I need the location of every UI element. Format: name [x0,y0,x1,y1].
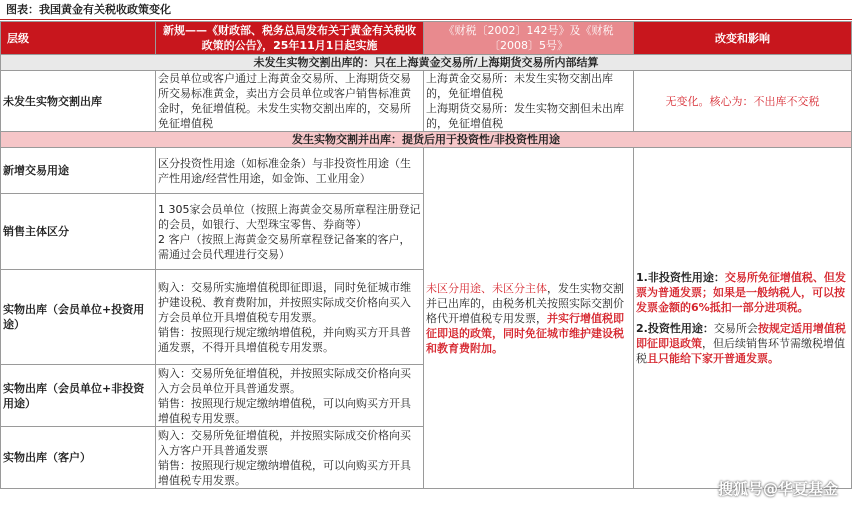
policy-table [0,21,852,489]
header-new-policy: 新规——《财政部、税务总局发布关于黄金有关税收政策的公告》，25年11月1日起实施 [156,22,424,55]
row-level: 实物出库（客户） [1,427,156,489]
row-level: 新增交易用途 [1,148,156,194]
table-row [1,71,852,132]
row-level: 实物出库（会员单位+投资用途） [1,270,156,365]
row-new-policy: 会员单位或客户通过上海黄金交易所、上海期货交易所交易标准黄金，卖出方会员单位或客户销售标准黄金时，免征增值税。未发生实物交割出库的，交易所免征增值税 [156,71,424,132]
row-new-policy: 购入：交易所免征增值税，并按照实际成交价格向买入方会员单位开具普通发票。 销售：按照现行规定缴纳增值税，可以向购买方开具增值税专用发票。 [156,365,424,427]
impact-delivery-cell [634,148,852,489]
title-divider [0,19,852,20]
row-level: 销售主体区分 [1,194,156,270]
table-row [1,148,852,194]
old-policy-highlight: 未区分用途、未区分主体 [426,281,547,295]
impact-non-investment [636,270,849,315]
impact-investment-text-2: ，但后续销售环节需缴税增值税 [636,337,845,365]
row-impact: 无变化。核心为：不出库不交税 [634,71,852,132]
impact-investment-title: 2.投资性用途： [636,322,714,335]
section-delivery [1,132,852,148]
watermark: 搜狐号@华夏基金 [717,480,838,498]
header-level: 层级 [1,22,156,55]
row-new-policy: 1 305家会员单位（按照上海黄金交易所章程注册登记的会员，如银行、大型珠宝零售、券商等） 2 客户（按照上海黄金交易所章程登记备案的客户，需通过会员代理进行交易） [156,194,424,270]
old-policy-emphasis: 并实行增值税即征即退的政策，同时免征城市维护建设税和教育费附加。 [426,311,624,355]
impact-investment-emphasis: 且只能给下家开普通发票。 [647,352,779,365]
section-delivery-label: 发生实物交割并出库：提货后用于投资性/非投资性用途 [1,132,852,148]
row-new-policy: 购入：交易所实施增值税即征即退，同时免征城市维护建设税、教育费附加，并按照实际成交价格向买入方会员单位开具增值税专用发票。 销售：按照现行规定缴纳增值税，并向购买方开具普通发票，不得开具增值税专用发票。 [156,270,424,365]
header-impact: 改变和影响 [634,22,852,55]
row-old-policy: 上海黄金交易所：未发生实物交割出库的，免征增值税 上海期货交易所：发生实物交割但未出库的，免征增值税 [424,71,634,132]
header-row [1,22,852,55]
section-no-delivery-label: 未发生实物交割出库的：只在上海黄金交易所/上海期货交易所内部结算 [1,55,852,71]
old-policy-delivery-cell [424,148,634,489]
row-level: 实物出库（会员单位+非投资用途） [1,365,156,427]
row-new-policy: 购入：交易所免征增值税，并按照实际成交价格向买入方客户开具普通发票 销售：按照现行规定缴纳增值税，可以向购买方开具增值税专用发票。 [156,427,424,489]
header-old-policy: 《财税〔2002〕142号》及《财税〔2008〕5号》 [424,22,634,55]
impact-non-investment-text: 交易所免征增值税、但发票为普通发票；如果是一般纳税人，可以按发票金额的6%抵扣一部分进项税。 [636,271,846,314]
row-level: 未发生实物交割出库 [1,71,156,132]
impact-non-investment-title: 1.非投资性用途： [636,271,725,284]
figure-title: 图表：我国黄金有关税收政策变化 [6,3,171,16]
impact-investment-highlight: 按规定适用增值税即征即退政策 [636,322,846,350]
impact-investment [636,321,849,366]
section-no-delivery [1,55,852,71]
old-policy-text: ，发生实物交割并已出库的，由税务机关按照实际交割价格代开增值税专用发票， [426,281,624,325]
impact-investment-text-1: 交易所会 [713,322,758,335]
row-new-policy: 区分投资性用途（如标准金条）与非投资性用途（生产性用途/经营性用途，如金饰、工业用金） [156,148,424,194]
